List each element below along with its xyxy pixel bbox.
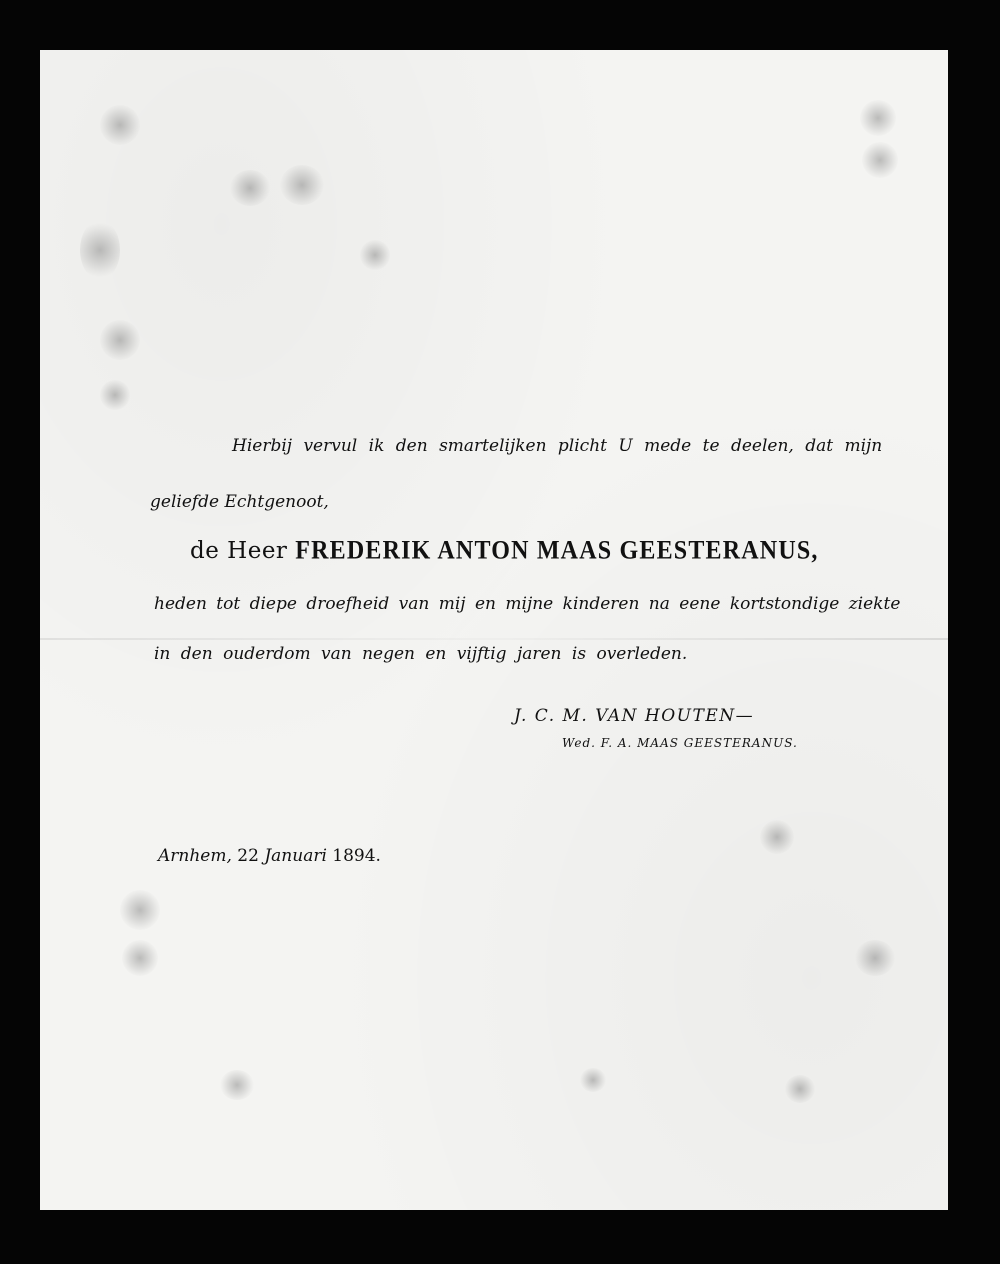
foxing-spot (100, 320, 140, 360)
foxing-spot (220, 1070, 254, 1100)
place-name: Arnhem, (158, 846, 232, 866)
paper-sheet (40, 50, 948, 1210)
foxing-spot (360, 240, 390, 270)
foxing-spot (580, 1068, 606, 1092)
intro-line-2: geliefde Echtgenoot, (150, 492, 329, 512)
deceased-name-line (190, 538, 819, 565)
foxing-spot (280, 165, 324, 205)
foxing-spot (860, 100, 896, 136)
fold-line (40, 638, 948, 640)
foxing-spot (120, 890, 160, 930)
foxing-spot (80, 220, 120, 280)
body-line: heden tot diepe droefheid van mij en mijne kinderen na eene kortstondige ziekte (154, 594, 901, 614)
date-year: 1894. (332, 846, 381, 866)
foxing-spot (100, 105, 140, 145)
intro-line: Hierbij vervul ik den smartelijken plicht U mede te deelen, dat mijn (232, 436, 883, 456)
deceased-name: FREDERIK ANTON MAAS GEESTERANUS, (295, 536, 819, 566)
foxing-spot (230, 170, 270, 206)
foxing-spot (122, 940, 158, 976)
signature-subtitle: Wed. F. A. MAAS GEESTERANUS. (562, 736, 798, 750)
place-date (158, 846, 381, 866)
foxing-spot (862, 142, 898, 178)
date-month: Januari (264, 846, 327, 866)
foxing-spot (785, 1075, 815, 1103)
signature-name: J. C. M. VAN HOUTEN— (514, 706, 755, 726)
date-day: 22 (237, 846, 259, 866)
name-prefix: de Heer (190, 538, 288, 564)
foxing-spot (100, 380, 130, 410)
body-line-2: in den ouderdom van negen en vijftig jaren is overleden. (154, 644, 688, 664)
foxing-spot (855, 940, 895, 976)
foxing-spot (760, 820, 794, 854)
